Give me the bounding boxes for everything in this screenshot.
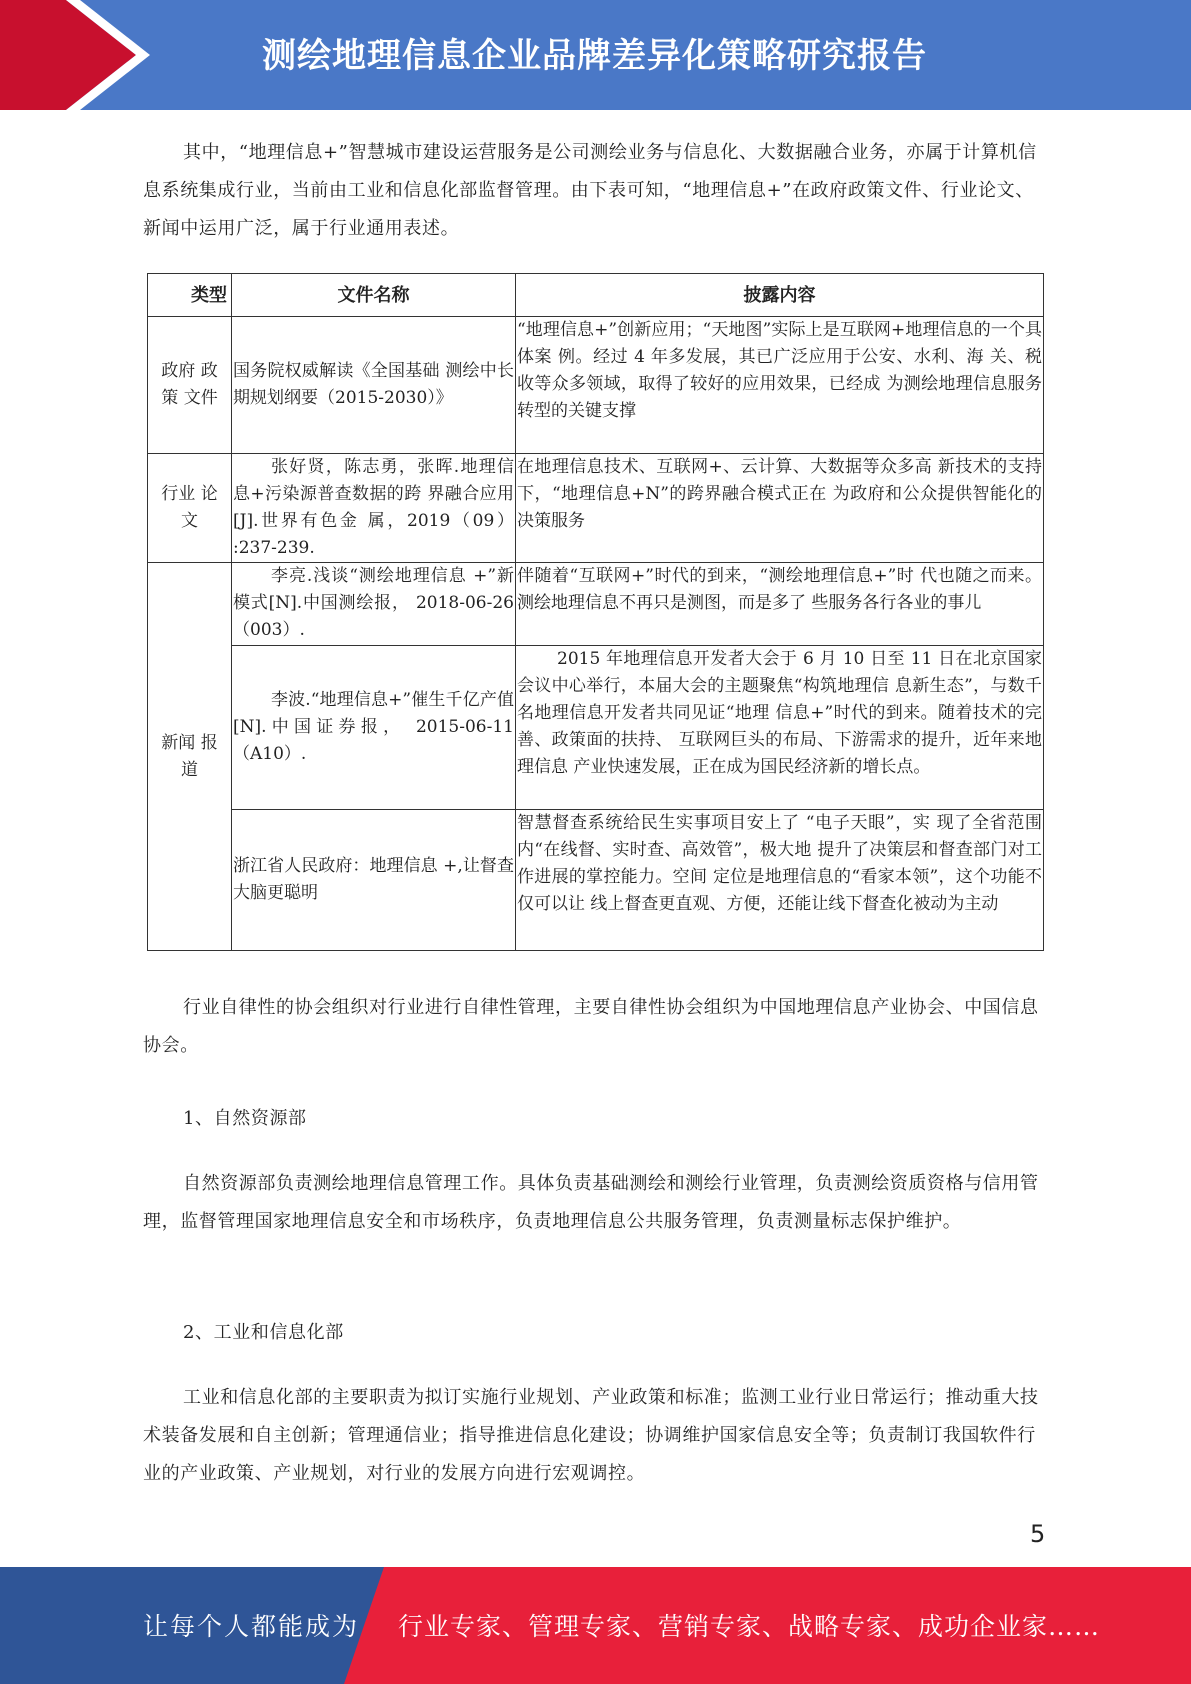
table-row bbox=[148, 454, 1044, 563]
report-title: 测绘地理信息企业品牌差异化策略研究报告 bbox=[262, 36, 927, 76]
footer-banner bbox=[0, 1567, 1191, 1684]
content-cell: 伴随着“互联网+”时代的到来，“测绘地理信息+”时 代也随之而来。测绘地理信息不再只是测图，而是多了 些服务各行各业的事儿 bbox=[516, 563, 1044, 646]
resources-paragraph: 自然资源部负责测绘地理信息管理工作。具体负责基础测绘和测绘行业管理，负责测绘资质资格与信用管理，监督管理国家地理信息安全和市场秩序，负责地理信息公共服务管理，负责测量标志保护维护。 bbox=[143, 1173, 1039, 1232]
section-heading-resources: 1、自然资源部 bbox=[183, 1108, 307, 1129]
intro-paragraph: 其中，“地理信息+”智慧城市建设运营服务是公司测绘业务与信息化、大数据融合业务，亦属于计算机信息系统集成行业，当前由工业和信息化部监督管理。由下表可知，“地理信息+”在政府政策文件、行业论文、新闻中运用广泛，属于行业通用表述。 bbox=[143, 142, 1037, 239]
file-name-cell: 张好贤，陈志勇，张晖.地理信息+污染源普查数据的跨 界融合应用[J].世界有色金 属，2019（09） :237-239. bbox=[232, 454, 516, 563]
usage-table bbox=[147, 273, 1044, 951]
file-name-cell: 李波.“地理信息+”催生千亿产值[N].中国证券报， 2015-06-11（A10）. bbox=[232, 646, 516, 810]
association-paragraph: 行业自律性的协会组织对行业进行自律性管理，主要自律性协会组织为中国地理信息产业协会、中国信息协会。 bbox=[143, 997, 1039, 1056]
header-file-name: 文件名称 bbox=[232, 274, 516, 317]
table-row bbox=[148, 563, 1044, 646]
table-row bbox=[148, 646, 1044, 810]
footer-slogan-right: 行业专家、管理专家、营销专家、战略专家、成功企业家…… bbox=[398, 1612, 1101, 1641]
content-cell: 2015 年地理信息开发者大会于 6 月 10 日至 11 日在北京国家会议中心举行，本届大会的主题聚焦“构筑地理信 息新生态”，与数千名地理信息开发者共同见证“地理 信息+”时代的到来。随着技术的完善、政策面的扶持、 互联网巨头的布局、下游需求的提升，近年来地理信息 产业快速发展，正在成为国民经济新的增长点。 bbox=[516, 646, 1044, 810]
header-banner bbox=[0, 0, 1191, 110]
file-name-cell: 国务院权威解读《全国基础 测绘中长期规划纲要（2015-2030）》 bbox=[232, 317, 516, 454]
footer-slogan-left: 让每个人都能成为 bbox=[143, 1612, 360, 1641]
content-cell: 在地理信息技术、互联网+、云计算、大数据等众多高 新技术的支持下，“地理信息+N”的跨界融合模式正在 为政府和公众提供智能化的决策服务 bbox=[516, 454, 1044, 563]
section-heading-miit: 2、工业和信息化部 bbox=[183, 1322, 344, 1343]
page-number: 5 bbox=[1030, 1520, 1046, 1548]
table-header-row bbox=[148, 274, 1044, 317]
type-cell: 行业 论文 bbox=[148, 454, 232, 563]
header-content: 披露内容 bbox=[516, 274, 1044, 317]
type-cell: 新闻 报道 bbox=[148, 563, 232, 951]
header-type: 类型 bbox=[148, 274, 232, 317]
type-cell: 政府 政策 文件 bbox=[148, 317, 232, 454]
content-cell: 智慧督查系统给民生实事项目安上了 “电子天眼”，实 现了全省范围内“在线督、实时查、高效管”，极大地 提升了决策层和督查部门对工作进展的掌控能力。空间 定位是地理信息的“看家本领”，这个功能不仅可以让 线上督查更直观、方便，还能让线下督查化被动为主动 bbox=[516, 810, 1044, 951]
file-name-cell: 浙江省人民政府：地理信息 +,让督查大脑更聪明 bbox=[232, 810, 516, 951]
miit-paragraph: 工业和信息化部的主要职责为拟订实施行业规划、产业政策和标准；监测工业行业日常运行；推动重大技术装备发展和自主创新；管理通信业；指导推进信息化建设；协调维护国家信息安全等；负责制订我国软件行业的产业政策、产业规划，对行业的发展方向进行宏观调控。 bbox=[143, 1387, 1039, 1484]
table-row bbox=[148, 810, 1044, 951]
file-name-cell: 李亮.浅谈“测绘地理信息 +”新模式[N].中国测绘报， 2018-06-26 （003）. bbox=[232, 563, 516, 646]
table-row bbox=[148, 317, 1044, 454]
content-cell: “地理信息+”创新应用；“天地图”实际上是互联网+地理信息的一个具体案 例。经过 4 年多发展，其已广泛应用于公安、水利、海 关、税收等众多领域，取得了较好的应用效果，已经成 为测绘地理信息服务转型的关键支撑 bbox=[516, 317, 1044, 454]
